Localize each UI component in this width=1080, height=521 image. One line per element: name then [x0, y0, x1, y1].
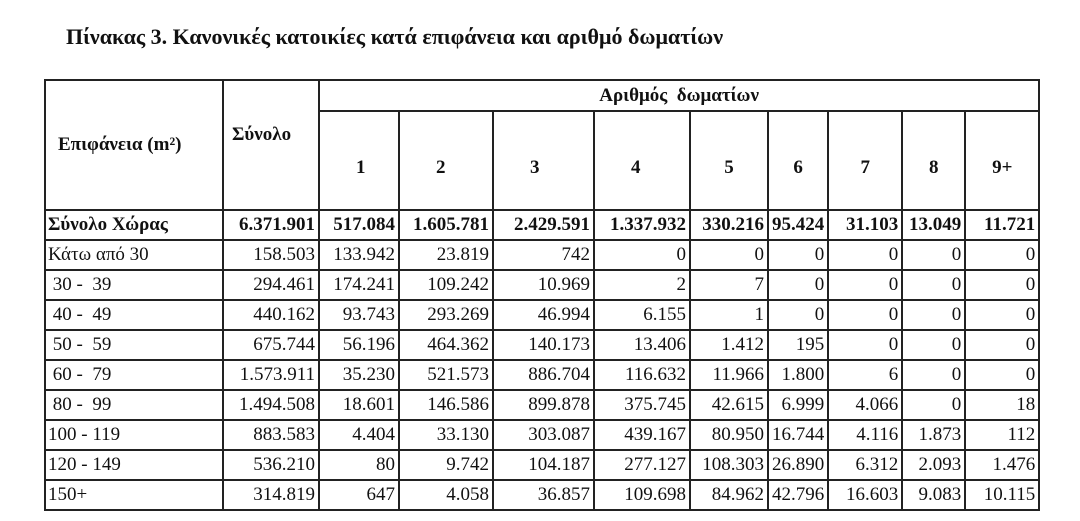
value-cell: 0 [902, 240, 965, 270]
value-cell: 11.966 [690, 360, 768, 390]
value-cell: 0 [965, 330, 1039, 360]
room-column-header: 1 [319, 111, 399, 210]
room-column-header: 3 [493, 111, 594, 210]
value-cell: 140.173 [493, 330, 594, 360]
value-cell: 18 [965, 390, 1039, 420]
room-column-header: 8 [902, 111, 965, 210]
row-label: 100 - 119 [45, 420, 223, 450]
value-cell: 4.404 [319, 420, 399, 450]
value-cell: 0 [828, 300, 902, 330]
value-cell: 2 [594, 270, 690, 300]
table-row [45, 480, 1039, 510]
value-cell: 31.103 [828, 210, 902, 240]
value-cell: 2.429.591 [493, 210, 594, 240]
value-cell: 36.857 [493, 480, 594, 510]
table-row [45, 330, 1039, 360]
value-cell: 1.412 [690, 330, 768, 360]
row-label: 40 - 49 [45, 300, 223, 330]
value-cell: 464.362 [399, 330, 493, 360]
room-column-header: 5 [690, 111, 768, 210]
total-cell: 314.819 [223, 480, 319, 510]
value-cell: 146.586 [399, 390, 493, 420]
row-label: 50 - 59 [45, 330, 223, 360]
total-header: Σύνολο [223, 80, 319, 210]
value-cell: 6 [828, 360, 902, 390]
total-cell: 883.583 [223, 420, 319, 450]
value-cell: 0 [902, 390, 965, 420]
value-cell: 1 [690, 300, 768, 330]
total-cell: 536.210 [223, 450, 319, 480]
value-cell: 0 [902, 300, 965, 330]
value-cell: 0 [768, 240, 828, 270]
value-cell: 13.049 [902, 210, 965, 240]
row-label: Σύνολο Χώρας [45, 210, 223, 240]
value-cell: 9.742 [399, 450, 493, 480]
value-cell: 16.744 [768, 420, 828, 450]
value-cell: 35.230 [319, 360, 399, 390]
row-label: Κάτω από 30 [45, 240, 223, 270]
value-cell: 195 [768, 330, 828, 360]
value-cell: 0 [965, 360, 1039, 390]
value-cell: 0 [828, 330, 902, 360]
value-cell: 0 [965, 300, 1039, 330]
value-cell: 439.167 [594, 420, 690, 450]
value-cell: 7 [690, 270, 768, 300]
value-cell: 0 [902, 360, 965, 390]
value-cell: 95.424 [768, 210, 828, 240]
total-cell: 6.371.901 [223, 210, 319, 240]
value-cell: 16.603 [828, 480, 902, 510]
area-header: Επιφάνεια (m²) [45, 80, 223, 210]
value-cell: 18.601 [319, 390, 399, 420]
value-cell: 1.337.932 [594, 210, 690, 240]
value-cell: 104.187 [493, 450, 594, 480]
value-cell: 0 [594, 240, 690, 270]
value-cell: 93.743 [319, 300, 399, 330]
value-cell: 10.969 [493, 270, 594, 300]
table-row [45, 270, 1039, 300]
total-row [45, 210, 1039, 240]
room-column-header: 6 [768, 111, 828, 210]
table-row [45, 240, 1039, 270]
value-cell: 0 [690, 240, 768, 270]
table-row [45, 450, 1039, 480]
value-cell: 26.890 [768, 450, 828, 480]
value-cell: 517.084 [319, 210, 399, 240]
total-cell: 1.494.508 [223, 390, 319, 420]
value-cell: 4.058 [399, 480, 493, 510]
value-cell: 0 [828, 240, 902, 270]
value-cell: 293.269 [399, 300, 493, 330]
value-cell: 1.873 [902, 420, 965, 450]
value-cell: 0 [828, 270, 902, 300]
value-cell: 0 [965, 240, 1039, 270]
row-label: 150+ [45, 480, 223, 510]
value-cell: 303.087 [493, 420, 594, 450]
value-cell: 174.241 [319, 270, 399, 300]
value-cell: 1.476 [965, 450, 1039, 480]
table-title: Πίνακας 3. Κανονικές κατοικίες κατά επιφάνεια και αριθμό δωματίων [66, 24, 724, 49]
value-cell: 647 [319, 480, 399, 510]
row-label: 120 - 149 [45, 450, 223, 480]
table-row [45, 300, 1039, 330]
room-column-header: 9+ [965, 111, 1039, 210]
value-cell: 277.127 [594, 450, 690, 480]
value-cell: 42.615 [690, 390, 768, 420]
housing-table [44, 79, 1040, 511]
value-cell: 108.303 [690, 450, 768, 480]
rooms-group-header: Αριθμός δωματίων [319, 80, 1039, 111]
value-cell: 2.093 [902, 450, 965, 480]
total-cell: 158.503 [223, 240, 319, 270]
value-cell: 330.216 [690, 210, 768, 240]
value-cell: 112 [965, 420, 1039, 450]
table-row [45, 390, 1039, 420]
row-label: 60 - 79 [45, 360, 223, 390]
value-cell: 109.698 [594, 480, 690, 510]
value-cell: 6.155 [594, 300, 690, 330]
value-cell: 899.878 [493, 390, 594, 420]
value-cell: 42.796 [768, 480, 828, 510]
value-cell: 80.950 [690, 420, 768, 450]
row-label: 80 - 99 [45, 390, 223, 420]
value-cell: 13.406 [594, 330, 690, 360]
row-label: 30 - 39 [45, 270, 223, 300]
value-cell: 886.704 [493, 360, 594, 390]
value-cell: 84.962 [690, 480, 768, 510]
table-row [45, 420, 1039, 450]
value-cell: 10.115 [965, 480, 1039, 510]
value-cell: 1.605.781 [399, 210, 493, 240]
value-cell: 80 [319, 450, 399, 480]
value-cell: 0 [768, 270, 828, 300]
value-cell: 109.242 [399, 270, 493, 300]
total-cell: 440.162 [223, 300, 319, 330]
value-cell: 6.312 [828, 450, 902, 480]
value-cell: 133.942 [319, 240, 399, 270]
value-cell: 11.721 [965, 210, 1039, 240]
value-cell: 0 [768, 300, 828, 330]
value-cell: 0 [965, 270, 1039, 300]
value-cell: 375.745 [594, 390, 690, 420]
value-cell: 56.196 [319, 330, 399, 360]
value-cell: 6.999 [768, 390, 828, 420]
table-row [45, 360, 1039, 390]
value-cell: 1.800 [768, 360, 828, 390]
value-cell: 4.066 [828, 390, 902, 420]
value-cell: 116.632 [594, 360, 690, 390]
value-cell: 742 [493, 240, 594, 270]
value-cell: 0 [902, 270, 965, 300]
room-column-header: 7 [828, 111, 902, 210]
value-cell: 46.994 [493, 300, 594, 330]
room-column-header: 2 [399, 111, 493, 210]
value-cell: 521.573 [399, 360, 493, 390]
value-cell: 33.130 [399, 420, 493, 450]
value-cell: 9.083 [902, 480, 965, 510]
total-cell: 1.573.911 [223, 360, 319, 390]
room-column-header: 4 [594, 111, 690, 210]
total-cell: 294.461 [223, 270, 319, 300]
value-cell: 0 [902, 330, 965, 360]
value-cell: 4.116 [828, 420, 902, 450]
value-cell: 23.819 [399, 240, 493, 270]
total-cell: 675.744 [223, 330, 319, 360]
